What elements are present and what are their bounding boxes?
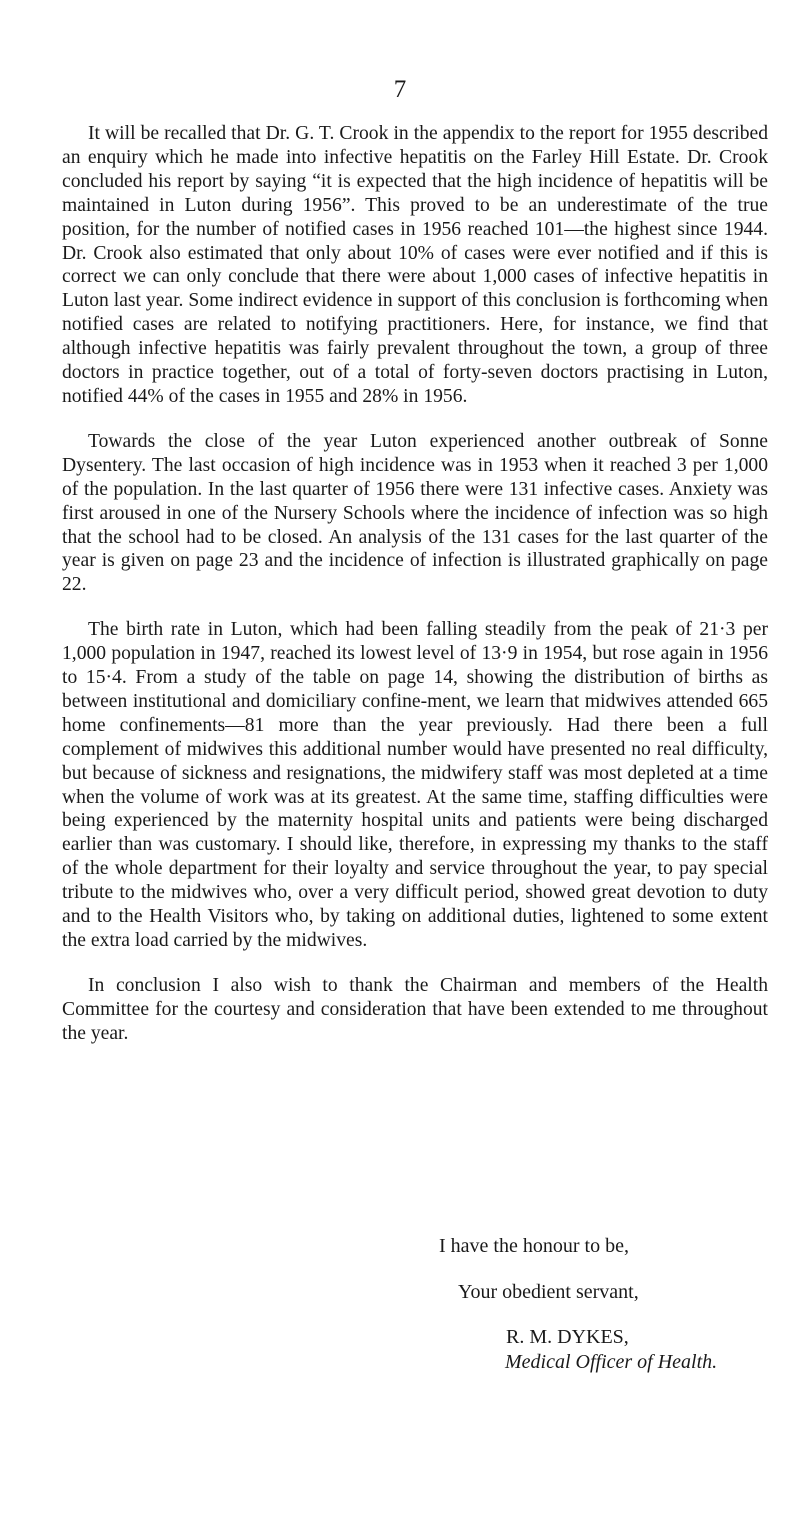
paragraph-hepatitis: It will be recalled that Dr. G. T. Crook in the appendix to the report for 1955 described an enquiry which he made into infective hepatitis on the Farley Hill Estate. Dr. Crook concluded his report by saying “it is expected that the high incidence of hepatitis will be maintained in Luton during 1956”. This proved to be an underestimate of the true position, for the number of notified cases in 1956 reached 101—the highest since 1944. Dr. Crook also estimated that only about 10% of cases were ever notified and if this is correct we can only conclude that there were about 1,000 cases of infective hepatitis in Luton last year. Some indirect evidence in support of this conclusion is forthcoming when notified cases are related to notifying practitioners. Here, for instance, we find that although infective hepatitis was fairly prevalent throughout the town, a group of three doctors in practice together, out of a total of forty-seven doctors practising in Luton, notified 44% of the cases in 1955 and 28% in 1956. [62,123,768,407]
signatory-name: R. M. DYKES, [506,1326,629,1348]
closing-servant-line: Your obedient servant, [458,1281,639,1303]
paragraph-conclusion: In conclusion I also wish to thank the Chairman and members of the Health Committee for the courtesy and consideration that have been extended to me throughout the year. [62,974,768,1044]
paragraph-dysentery: Towards the close of the year Luton experienced another outbreak of Sonne Dysentery. The last occasion of high incidence was in 1953 when it reached 3 per 1,000 of the population. In the last quarter of 1956 there were 131 infective cases. Anxiety was first aroused in one of the Nursery Schools where the incidence of infection was so high that the school had to be closed. An analysis of the 131 cases for the last quarter of the year is given on page 23 and the incidence of infection is illustrated graphically on page 22. [62,430,768,596]
closing-honour-line: I have the honour to be, [439,1235,629,1257]
paragraph-birth-rate: The birth rate in Luton, which had been falling steadily from the peak of 21·3 per 1,000 population in 1947, reached its lowest level of 13·9 in 1954, but rose again in 1956 to 15·4. From a study of the table on page 14, showing the distribution of births as between institutional and domiciliary confine-ment, we learn that midwives attended 665 home confinements—81 more than the year previously. Had there been a full complement of midwives this additional number would have presented no real difficulty, but because of sickness and resignations, the midwifery staff was most depleted at a time when the volume of work was at its greatest. At the same time, staffing difficulties were being experienced by the maternity hospital units and patients were being discharged earlier than was customary. I should like, therefore, in expressing my thanks to the staff of the whole department for their loyalty and service throughout the year, to pay special tribute to the midwives who, over a very difficult period, showed great devotion to duty and to the Health Visitors who, by taking on additional duties, lightened to some extent the extra load carried by the midwives. [62,619,768,951]
report-body [62,122,768,1067]
page-number: 7 [393,76,407,103]
signatory-title: Medical Officer of Health. [505,1351,718,1373]
